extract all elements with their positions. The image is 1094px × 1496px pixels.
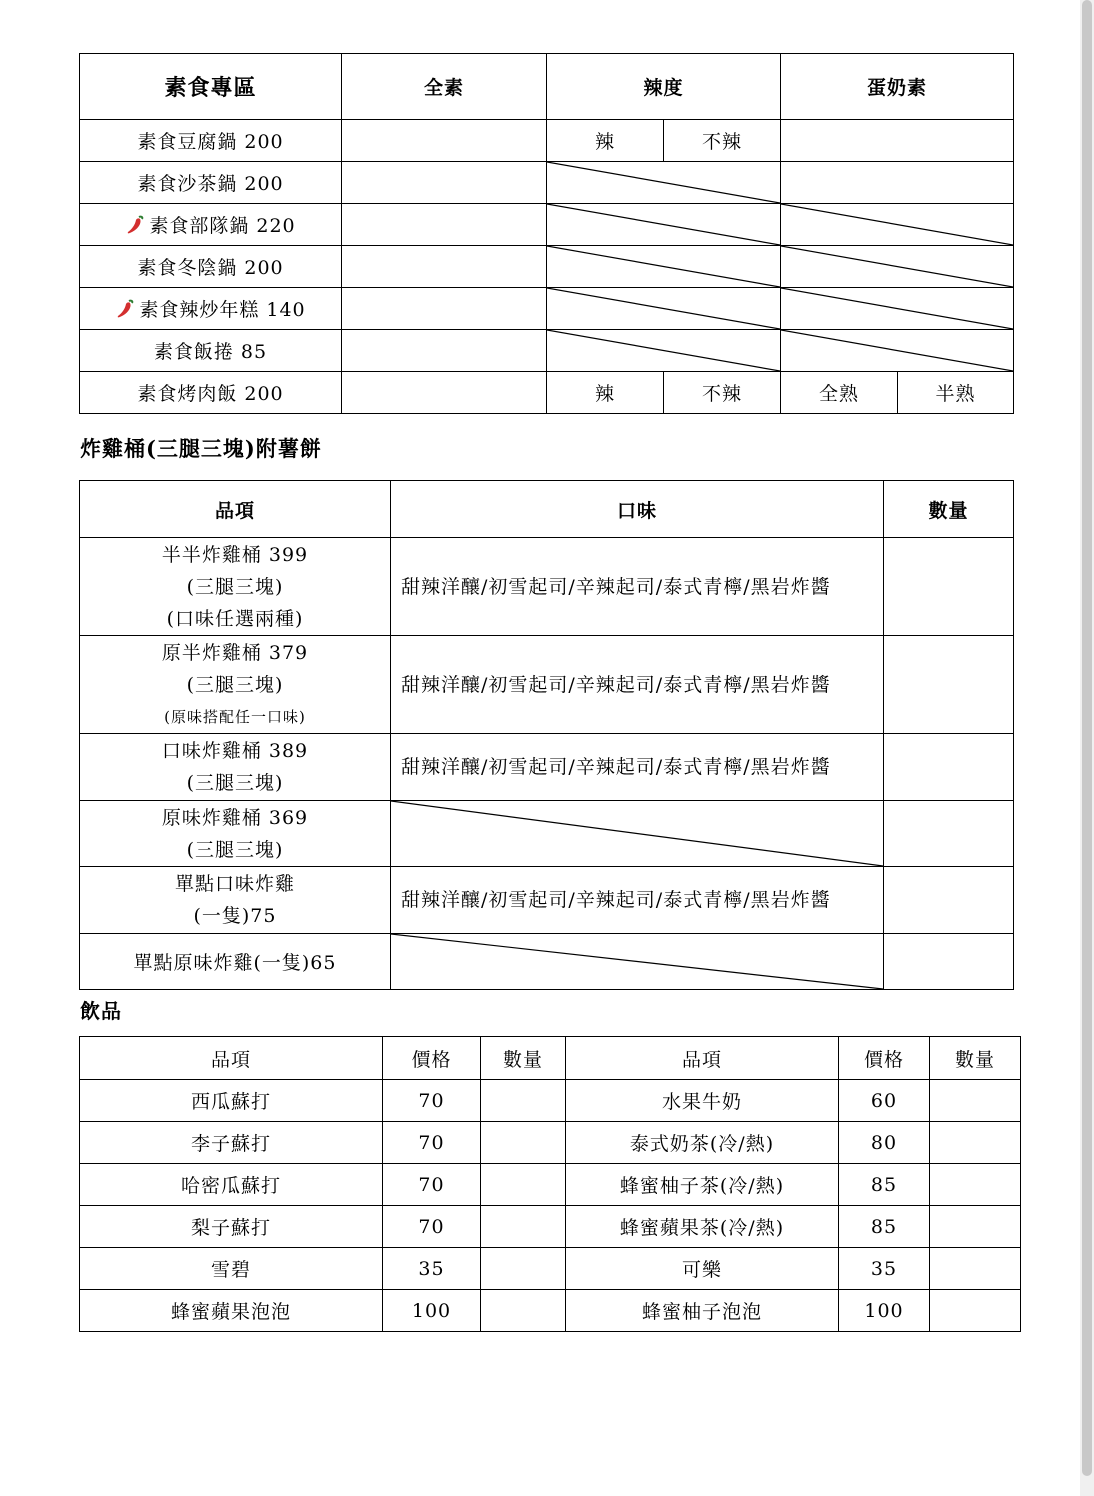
drink-name: 梨子蘇打 (80, 1206, 383, 1248)
vertical-scrollbar[interactable] (1080, 0, 1094, 1496)
chicken-item-name: 原味炸雞桶 369 (161, 806, 309, 829)
vegan-header: 全素 (342, 54, 547, 120)
drinks-table (79, 1036, 1021, 1332)
drink-name: 李子蘇打 (80, 1122, 383, 1164)
flavor-options[interactable]: 甜辣洋釀/初雪起司/辛辣起司/泰式青檸/黑岩炸醬 (391, 538, 884, 636)
drink-qty-cell[interactable] (481, 1206, 566, 1248)
item-header: 品項 (80, 481, 391, 538)
chicken-item-name: 單點口味炸雞 (174, 873, 295, 895)
chicken-item (80, 801, 391, 867)
flavor-na-cell (391, 934, 884, 990)
drink-name: 雪碧 (80, 1248, 383, 1290)
drink-name: 蜂蜜柚子茶(冷/熱) (566, 1164, 839, 1206)
quantity-header: 數量 (884, 481, 1014, 538)
drinks-section-title: 飲品 (80, 999, 122, 1023)
chicken-table (79, 480, 1014, 990)
drink-price: 85 (839, 1164, 930, 1206)
chicken-item (80, 538, 391, 636)
diagonal-slash (547, 288, 780, 329)
drink-qty-cell[interactable] (481, 1080, 566, 1122)
drink-qty-cell[interactable] (930, 1206, 1021, 1248)
lacto-ovo-na-cell (781, 246, 1014, 288)
chicken-item-note: (原味搭配任一口味) (164, 707, 306, 726)
chili-pepper-icon (115, 298, 135, 320)
not-spicy-option[interactable]: 不辣 (664, 120, 781, 162)
drink-price: 80 (839, 1122, 930, 1164)
scrollbar-thumb[interactable] (1082, 0, 1092, 1476)
drink-price: 70 (383, 1080, 481, 1122)
chicken-qty-cell[interactable] (884, 934, 1014, 990)
drink-price: 35 (383, 1248, 481, 1290)
drink-name: 泰式奶茶(冷/熱) (566, 1122, 839, 1164)
chicken-item (80, 867, 391, 934)
vegan-qty-cell[interactable] (342, 246, 547, 288)
lacto-ovo-header: 蛋奶素 (781, 54, 1014, 120)
drink-price: 35 (839, 1248, 930, 1290)
drink-name: 蜂蜜蘋果茶(冷/熱) (566, 1206, 839, 1248)
spicy-option[interactable]: 辣 (547, 372, 664, 414)
drink-name: 蜂蜜柚子泡泡 (566, 1290, 839, 1332)
chicken-item-note: (三腿三塊) (186, 673, 284, 696)
drink-price-header: 價格 (839, 1037, 930, 1080)
half-done-option[interactable]: 半熟 (898, 372, 1014, 414)
chili-pepper-icon (125, 214, 145, 236)
drink-item-header: 品項 (566, 1037, 839, 1080)
chicken-item-name: 原半炸雞桶 379 (161, 641, 309, 664)
chicken-item-note: (一隻)75 (193, 905, 277, 927)
lacto-ovo-qty-cell[interactable] (781, 162, 1014, 204)
drink-name: 可樂 (566, 1248, 839, 1290)
drink-quantity-header: 數量 (930, 1037, 1021, 1080)
chicken-qty-cell[interactable] (884, 636, 1014, 734)
lacto-ovo-na-cell (781, 330, 1014, 372)
drink-qty-cell[interactable] (930, 1290, 1021, 1332)
chicken-item-note: (口味任選兩種) (166, 607, 304, 630)
vegetarian-item-name: 素食飯捲 85 (80, 330, 342, 372)
drink-qty-cell[interactable] (930, 1248, 1021, 1290)
diagonal-slash (547, 204, 780, 245)
chicken-item-note: (三腿三塊) (186, 838, 284, 861)
drink-price: 70 (383, 1206, 481, 1248)
lacto-ovo-na-cell (781, 288, 1014, 330)
vegan-qty-cell[interactable] (342, 162, 547, 204)
spiciness-header: 辣度 (547, 54, 781, 120)
vegetarian-table (79, 53, 1014, 414)
diagonal-slash (547, 162, 780, 203)
chicken-section-title: 炸雞桶(三腿三塊)附薯餅 (80, 436, 322, 461)
drink-price: 70 (383, 1164, 481, 1206)
chicken-item (80, 636, 391, 734)
drink-qty-cell[interactable] (481, 1122, 566, 1164)
drink-qty-cell[interactable] (930, 1122, 1021, 1164)
chicken-qty-cell[interactable] (884, 734, 1014, 801)
vegan-qty-cell[interactable] (342, 288, 547, 330)
chicken-item-note: (三腿三塊) (186, 575, 284, 598)
spiciness-na-cell (547, 288, 781, 330)
vegan-qty-cell[interactable] (342, 372, 547, 414)
diagonal-slash (391, 801, 883, 866)
vegetarian-item-name-cell (80, 288, 342, 330)
vegetarian-item-name: 素食沙茶鍋 200 (80, 162, 342, 204)
flavor-na-cell (391, 801, 884, 867)
chicken-item-name: 半半炸雞桶 399 (161, 543, 309, 566)
chicken-qty-cell[interactable] (884, 867, 1014, 934)
drink-qty-cell[interactable] (481, 1164, 566, 1206)
spicy-option[interactable]: 辣 (547, 120, 664, 162)
lacto-ovo-na-cell (781, 204, 1014, 246)
drink-quantity-header: 數量 (481, 1037, 566, 1080)
drink-price: 85 (839, 1206, 930, 1248)
drink-qty-cell[interactable] (481, 1248, 566, 1290)
chicken-item-note: (三腿三塊) (186, 772, 284, 794)
chicken-qty-cell[interactable] (884, 801, 1014, 867)
vegetarian-item-name-cell (80, 204, 342, 246)
chicken-item (80, 734, 391, 801)
spiciness-na-cell (547, 204, 781, 246)
vegetarian-header: 素食專區 (80, 54, 342, 120)
drink-item-header: 品項 (80, 1037, 383, 1080)
vegetarian-item-name: 素食部隊鍋 220 (149, 215, 296, 237)
chicken-item-name: 單點原味炸雞(一隻)65 (80, 934, 391, 990)
well-done-option[interactable]: 全熟 (781, 372, 898, 414)
drink-price: 100 (383, 1290, 481, 1332)
drink-name: 哈密瓜蘇打 (80, 1164, 383, 1206)
chicken-qty-cell[interactable] (884, 538, 1014, 636)
vegan-qty-cell[interactable] (342, 330, 547, 372)
flavor-options[interactable]: 甜辣洋釀/初雪起司/辛辣起司/泰式青檸/黑岩炸醬 (391, 867, 884, 934)
lacto-ovo-qty-cell[interactable] (781, 120, 1014, 162)
flavor-header: 口味 (391, 481, 884, 538)
drink-name: 蜂蜜蘋果泡泡 (80, 1290, 383, 1332)
drink-price: 70 (383, 1122, 481, 1164)
diagonal-slash (781, 288, 1013, 329)
diagonal-slash (781, 204, 1013, 245)
vegetarian-item-name: 素食冬陰鍋 200 (80, 246, 342, 288)
not-spicy-option[interactable]: 不辣 (664, 372, 781, 414)
vegetarian-item-name: 素食辣炒年糕 140 (139, 299, 306, 321)
spiciness-na-cell (547, 246, 781, 288)
diagonal-slash (781, 330, 1013, 371)
diagonal-slash (781, 246, 1013, 287)
vegan-qty-cell[interactable] (342, 120, 547, 162)
drink-qty-cell[interactable] (930, 1080, 1021, 1122)
spiciness-na-cell (547, 330, 781, 372)
spiciness-na-cell (547, 162, 781, 204)
diagonal-slash (547, 246, 780, 287)
flavor-options[interactable]: 甜辣洋釀/初雪起司/辛辣起司/泰式青檸/黑岩炸醬 (391, 734, 884, 801)
drink-qty-cell[interactable] (481, 1290, 566, 1332)
vegetarian-item-name: 素食烤肉飯 200 (80, 372, 342, 414)
drink-price: 100 (839, 1290, 930, 1332)
flavor-options[interactable]: 甜辣洋釀/初雪起司/辛辣起司/泰式青檸/黑岩炸醬 (391, 636, 884, 734)
drink-price: 60 (839, 1080, 930, 1122)
diagonal-slash (547, 330, 780, 371)
drink-name: 西瓜蘇打 (80, 1080, 383, 1122)
drink-name: 水果牛奶 (566, 1080, 839, 1122)
vegan-qty-cell[interactable] (342, 204, 547, 246)
diagonal-slash (391, 934, 883, 989)
chicken-item-name: 口味炸雞桶 389 (161, 740, 309, 762)
vegetarian-item-name: 素食豆腐鍋 200 (80, 120, 342, 162)
drink-qty-cell[interactable] (930, 1164, 1021, 1206)
drink-price-header: 價格 (383, 1037, 481, 1080)
